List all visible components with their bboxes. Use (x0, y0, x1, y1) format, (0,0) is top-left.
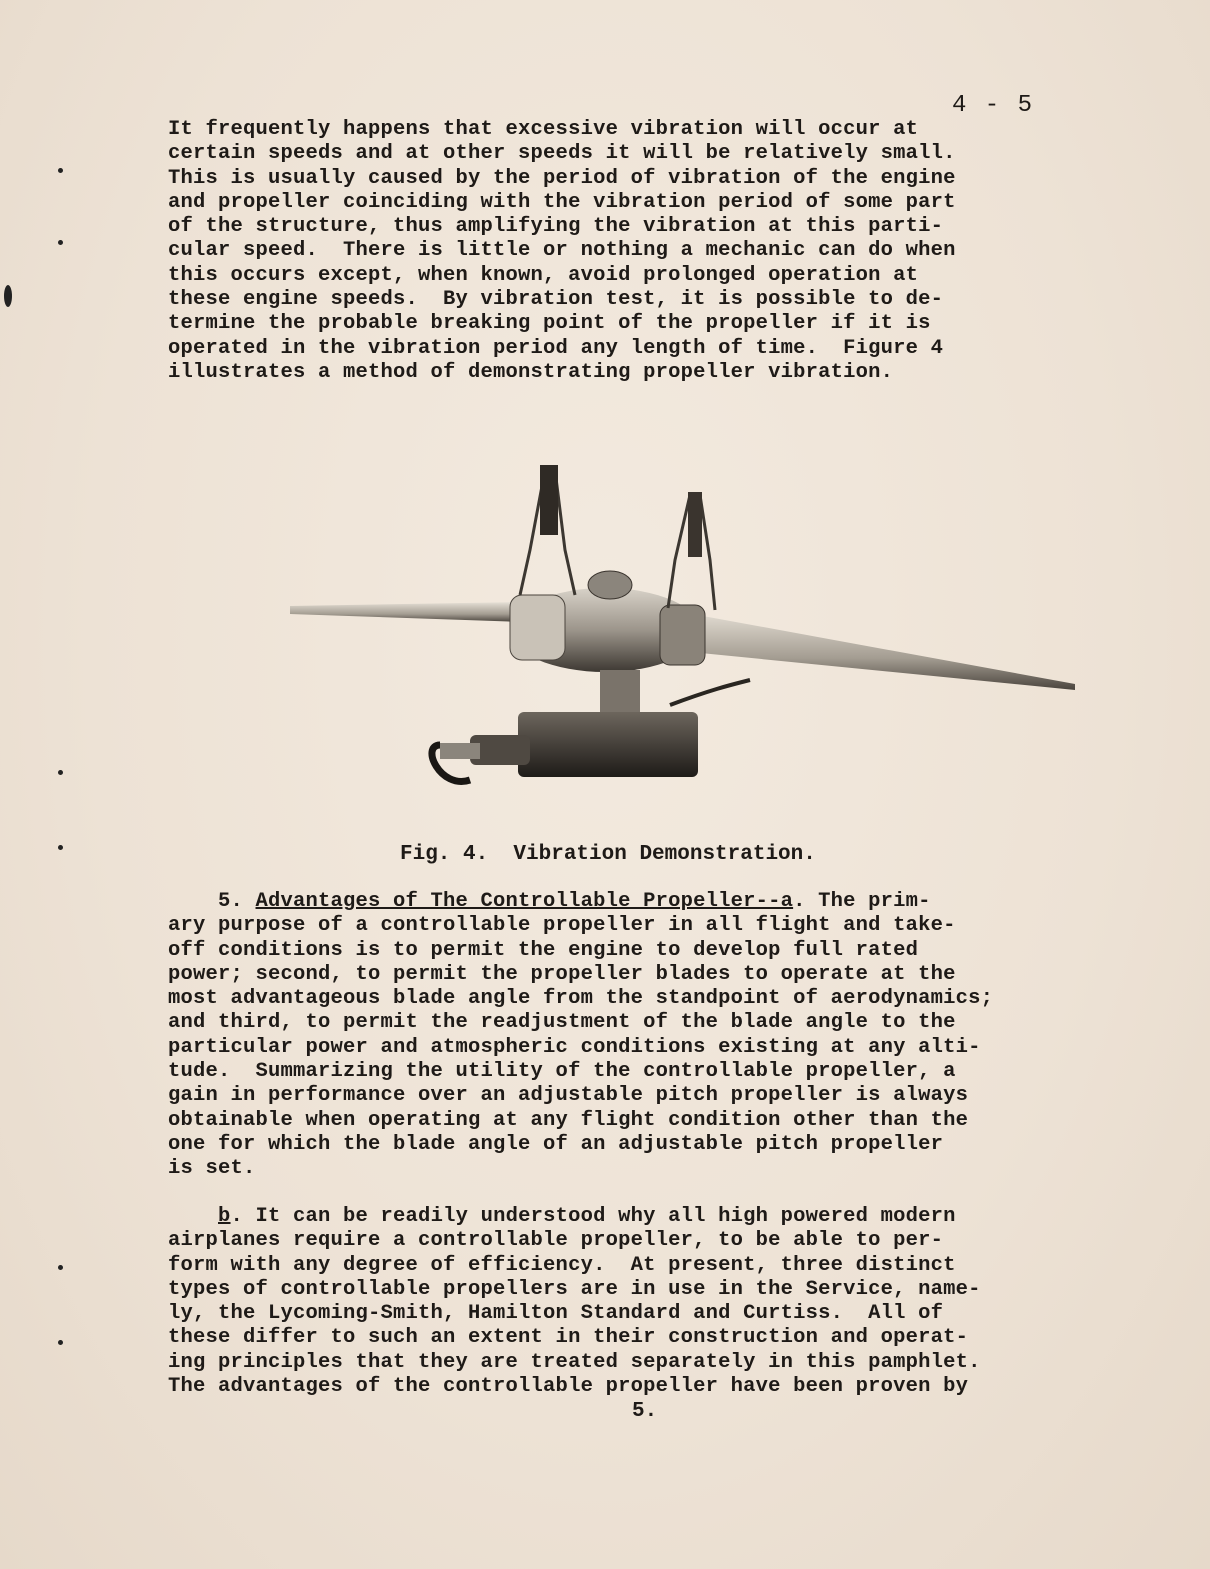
text-line: It frequently happens that excessive vibration will occur at (168, 118, 919, 141)
figure-caption: Fig. 4. Vibration Demonstration. (400, 843, 816, 866)
text-line: and propeller coinciding with the vibration period of some part (168, 190, 956, 214)
text-line: This is usually caused by the period of vibration of the engine (168, 166, 956, 190)
paragraph-b (168, 1205, 1128, 1399)
subsection-letter: b (218, 1205, 231, 1228)
text-line: The advantages of the controllable propeller have been proven by (168, 1375, 969, 1399)
margin-mark (4, 285, 12, 307)
margin-mark (58, 770, 63, 775)
text-line: cular speed. There is little or nothing a mechanic can do when (168, 239, 956, 263)
text-line: these engine speeds. By vibration test, it is possible to de- (168, 288, 944, 312)
text-line: this occurs except, when known, avoid prolonged operation at (168, 263, 919, 287)
margin-mark (58, 845, 63, 850)
text-line: and third, to permit the readjustment of the blade angle to the (168, 1011, 956, 1035)
margin-mark (58, 240, 63, 245)
text-line: power; second, to permit the propeller blades to operate at the (168, 962, 956, 986)
margin-mark (58, 1265, 63, 1270)
section-number: 5. (168, 890, 256, 913)
text-line: obtainable when operating at any flight condition other than the (168, 1108, 969, 1132)
motor-base (518, 712, 698, 777)
page-number-top: 4 - 5 (952, 92, 1035, 119)
text-line: ing principles that they are treated separately in this pamphlet. (168, 1350, 981, 1374)
text-line: particular power and atmospheric conditions existing at any alti- (168, 1035, 981, 1059)
text-line: airplanes require a controllable propeller, to be able to per- (168, 1229, 944, 1253)
text-line: types of controllable propellers are in use in the Service, name- (168, 1277, 981, 1301)
margin-mark (58, 1340, 63, 1345)
text-line: form with any degree of efficiency. At present, three distinct (168, 1253, 956, 1277)
text-line-heading (168, 890, 1128, 914)
paragraph-vibration (168, 118, 1128, 385)
text-line: these differ to such an extent in their construction and operat- (168, 1326, 969, 1350)
right-blade (670, 610, 1075, 690)
text-line: one for which the blade angle of an adjustable pitch propeller (168, 1132, 944, 1156)
text-line: of the structure, thus amplifying the vibration at this parti- (168, 215, 944, 239)
section-heading: Advantages of The Controllable Propeller--a (255, 890, 794, 913)
page-number-bottom: 5. (632, 1400, 658, 1423)
text-line: certain speeds and at other speeds it will be relatively small. (168, 142, 956, 166)
text-line: tude. Summarizing the utility of the controllable propeller, a (168, 1060, 956, 1084)
text-line: illustrates a method of demonstrating propeller vibration. (168, 360, 894, 384)
text-line-first (168, 1205, 1128, 1229)
text-line: gain in performance over an adjustable pitch propeller is always (168, 1084, 969, 1108)
figure-propeller-photo (290, 460, 1080, 810)
heading-tail: . The prim- (793, 890, 931, 913)
text-line: operated in the vibration period any length of time. Figure 4 (168, 336, 944, 360)
text-line: most advantageous blade angle from the standpoint of aerodynamics; (168, 987, 994, 1011)
text-line: is set. (168, 1157, 256, 1181)
first-line-rest: . It can be readily understood why all high powered modern (230, 1205, 956, 1228)
paragraph-advantages (168, 890, 1128, 1182)
text-line: ary purpose of a controllable propeller in all flight and take- (168, 914, 956, 938)
left-blade (290, 602, 522, 622)
indent (168, 1205, 218, 1228)
text-line: termine the probable breaking point of the propeller if it is (168, 312, 931, 336)
text-line: ly, the Lycoming-Smith, Hamilton Standard and Curtiss. All of (168, 1302, 944, 1326)
margin-mark (58, 168, 63, 173)
text-line: off conditions is to permit the engine to develop full rated (168, 938, 919, 962)
